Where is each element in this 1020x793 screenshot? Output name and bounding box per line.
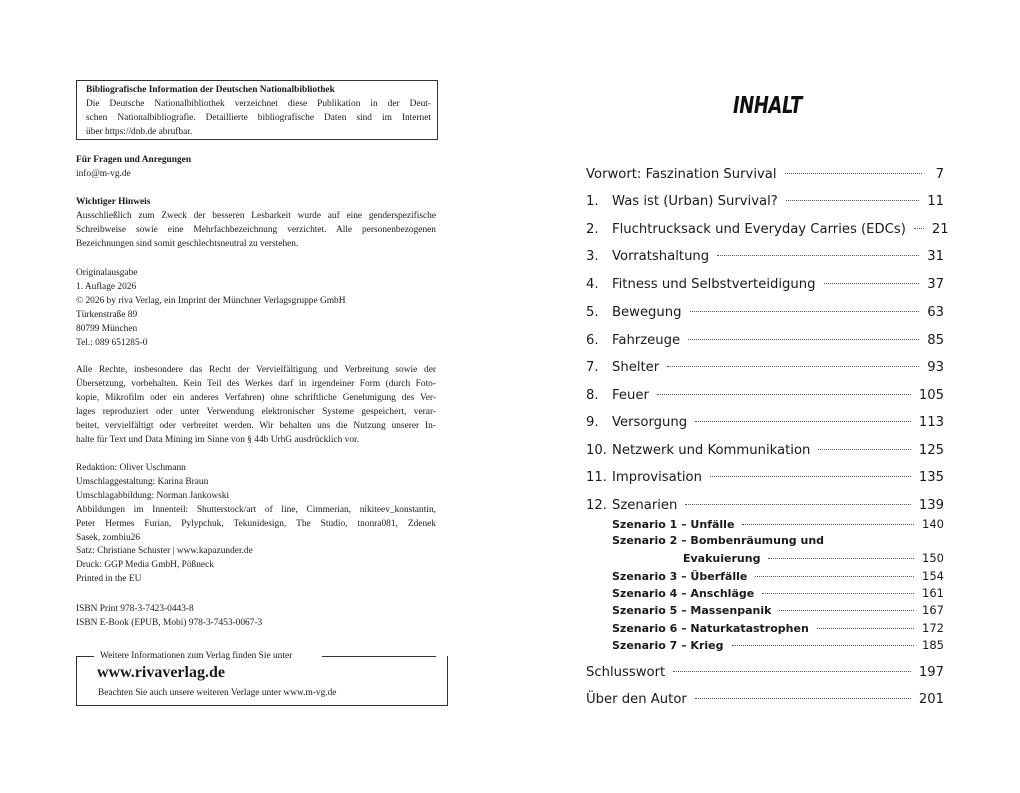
toc-entry-number: 1.	[586, 194, 599, 209]
credit-line: Printed in the EU	[76, 574, 142, 585]
toc-entry-page: 135	[918, 470, 944, 485]
toc-subentry[interactable]	[612, 585, 944, 601]
biblio-heading: Bibliografische Information der Deutschen Nationalbibliothek	[86, 85, 335, 95]
toc-subentry-label: Szenario 6 – Naturkatastrophen	[612, 622, 809, 635]
toc-subentry-label: Evakuierung	[683, 552, 761, 565]
toc-entry[interactable]	[586, 497, 944, 515]
publisher-caption: Weitere Informationen zum Verlag finden Sie unter	[100, 651, 293, 661]
toc-dot-leader	[695, 697, 911, 699]
toc-entry-label: Fluchtrucksack und Everyday Carries (EDCs)	[612, 222, 906, 237]
toc-dot-leader	[710, 475, 911, 477]
toc-entry-label: Improvisation	[612, 470, 702, 485]
toc-entry-number: 12.	[586, 498, 607, 513]
toc-dot-leader	[762, 592, 914, 594]
toc-entry-number: 7.	[586, 360, 599, 375]
toc-subentry-page: 185	[922, 638, 944, 652]
toc-dot-leader	[695, 420, 911, 422]
toc-title: INHALT	[733, 93, 802, 119]
edition-line: 1. Auflage 2026	[76, 281, 137, 292]
toc-entry[interactable]	[586, 304, 944, 322]
toc-entry-label: Netzwerk und Kommunikation	[612, 443, 811, 458]
toc-entry[interactable]	[586, 414, 944, 432]
toc-subentry-page: 161	[922, 586, 944, 600]
toc-entry-page: 85	[927, 333, 944, 348]
toc-entry[interactable]	[586, 691, 944, 709]
toc-entry-page: 197	[918, 665, 944, 680]
toc-subentry[interactable]	[612, 568, 944, 584]
contact-email: info@m-vg.de	[76, 168, 131, 179]
toc-entry[interactable]	[586, 221, 949, 239]
toc-entry-number: 2.	[586, 222, 599, 237]
toc-entry-page: 63	[927, 305, 944, 320]
toc-subentry-label: Szenario 1 – Unfälle	[612, 518, 735, 531]
toc-subentry[interactable]	[683, 550, 944, 566]
toc-dot-leader	[690, 310, 920, 312]
toc-subentry[interactable]	[612, 620, 944, 636]
toc-entry-label: Versorgung	[612, 415, 688, 430]
toc-entry-number: 9.	[586, 415, 599, 430]
address-street: Türkenstraße 89	[76, 309, 138, 320]
isbn-section	[76, 603, 436, 631]
credit-line: Umschlagabbildung: Norman Jankowski	[76, 490, 230, 501]
toc-entry-label: Fitness und Selbstverteidigung	[612, 277, 816, 292]
toc-subentry-page: 167	[922, 603, 944, 617]
toc-entry[interactable]	[586, 359, 944, 377]
toc-subentry-page: 150	[922, 551, 944, 565]
toc-entry-number: 4.	[586, 277, 599, 292]
credit-line: Redaktion: Oliver Uschmann	[76, 463, 186, 473]
toc-entry[interactable]	[586, 166, 944, 184]
biblio-line: schen Nationalbibliografie. Detaillierte bibliografische Daten sind im Internet	[86, 112, 431, 123]
rights-section	[76, 364, 436, 447]
toc-dot-leader	[667, 365, 919, 367]
toc-dot-leader	[768, 557, 914, 559]
toc-dot-leader	[824, 282, 920, 284]
toc-dot-leader	[786, 199, 919, 201]
toc-entry[interactable]	[586, 664, 944, 682]
toc-subentry-label: Szenario 3 – Überfälle	[612, 570, 748, 583]
toc-entry[interactable]	[586, 193, 944, 211]
credit-line: Umschlaggestaltung: Karina Braun	[76, 476, 209, 487]
address-city: 80799 München	[76, 323, 138, 334]
rights-line: halte für Text und Data Mining im Sinne von § 44b UrhG ausdrücklich vor.	[76, 434, 359, 445]
toc-entry[interactable]	[586, 387, 944, 405]
toc-subentry-page: 172	[922, 621, 944, 635]
rights-line: lages reproduziert oder unter Verwendung elektronischer Systeme gespeichert, verar-	[76, 406, 436, 417]
toc-entry-number: 11.	[586, 470, 607, 485]
toc-entry-label: Vorwort: Faszination Survival	[586, 167, 777, 182]
toc-entry-number: 5.	[586, 305, 599, 320]
toc-subentry-page: 154	[922, 569, 944, 583]
credits-section	[76, 462, 436, 587]
toc-entry[interactable]	[586, 469, 944, 487]
credit-line: Abbildungen im Innenteil: Shutterstock/art of line, Cimmerian, nikiteev_konstantin,	[76, 504, 436, 515]
notice-heading: Wichtiger Hinweis	[76, 197, 151, 207]
biblio-line: über https://dnb.de abrufbar.	[86, 126, 193, 137]
toc-subentry-page: 140	[922, 517, 944, 531]
toc-subentry[interactable]	[612, 516, 944, 532]
toc-entry[interactable]	[586, 442, 944, 460]
toc-entry-page: 11	[927, 194, 944, 209]
toc-entry[interactable]	[586, 248, 944, 266]
toc-dot-leader	[657, 393, 911, 395]
toc-dot-leader	[673, 670, 911, 672]
toc-entry-page: 37	[927, 277, 944, 292]
isbn-ebook: ISBN E-Book (EPUB, Mobi) 978-3-7453-0067-3	[76, 617, 263, 628]
toc-entry-page: 105	[918, 388, 944, 403]
toc-dot-leader	[779, 609, 914, 611]
contact-section	[76, 154, 436, 182]
notice-line: Ausschließlich zum Zweck der besseren Lesbarkeit wurde auf eine genderspezifische	[76, 210, 436, 221]
toc-dot-leader	[914, 227, 924, 229]
rights-line: Alle Rechte, insbesondere das Recht der Vervielfältigung und Verbreitung sowie der	[76, 365, 436, 375]
isbn-print: ISBN Print 978-3-7423-0443-8	[76, 604, 194, 614]
toc-entry-label: Vorratshaltung	[612, 249, 710, 264]
publisher-url[interactable]: www.rivaverlag.de	[97, 664, 225, 681]
toc-entry-page: 201	[918, 692, 944, 707]
toc-entry[interactable]	[586, 332, 944, 350]
toc-entry-page: 31	[927, 249, 944, 264]
credit-line: Peter Hermes Furian, Pylypchuk, Tekunidesign, The Studio, tnonra081, Zdenek	[76, 518, 436, 529]
toc-entry-label: Szenarien	[612, 498, 678, 513]
phone: Tel.: 089 651285-0	[76, 337, 148, 348]
toc-entry-label: Shelter	[612, 360, 660, 375]
publisher-note: Beachten Sie auch unsere weiteren Verlage unter www.m-vg.de	[98, 688, 337, 698]
toc-entry-label: Bewegung	[612, 305, 682, 320]
toc-entry-page: 93	[927, 360, 944, 375]
biblio-info-box	[76, 80, 438, 140]
rights-line: Übersetzung, vorbehalten. Kein Teil des Werkes darf in irgendeiner Form (durch Foto-	[76, 378, 436, 389]
toc-entry-label: Schlusswort	[586, 665, 666, 680]
toc-dot-leader	[818, 448, 910, 450]
edition-line: Originalausgabe	[76, 268, 138, 278]
toc-entry-number: 10.	[586, 443, 607, 458]
toc-entry-page: 139	[918, 498, 944, 513]
toc-entry-number: 8.	[586, 388, 599, 403]
toc-subentry[interactable]	[612, 602, 944, 618]
copyright-line: © 2026 by riva Verlag, ein Imprint der Münchner Verlagsgruppe GmbH	[76, 295, 346, 306]
toc-subentry-label: Szenario 5 – Massenpanik	[612, 604, 772, 617]
toc-subentry-label-line1: Szenario 2 – Bombenräumung und	[612, 534, 825, 547]
toc-entry-label: Was ist (Urban) Survival?	[612, 194, 778, 209]
notice-section	[76, 196, 436, 252]
rights-line: beitet, vervielfältigt oder verbreitet werden. Wir behalten uns die Nutzung unserer In-	[76, 420, 436, 431]
toc-entry-number: 6.	[586, 333, 599, 348]
credit-line: Druck: GGP Media GmbH, Pößneck	[76, 560, 214, 571]
credit-line: Satz: Christiane Schuster | www.kapazunder.de	[76, 546, 253, 557]
toc-dot-leader	[817, 627, 914, 629]
toc-dot-leader	[755, 575, 914, 577]
toc-dot-leader	[688, 338, 919, 340]
contact-heading: Für Fragen und Anregungen	[76, 155, 192, 165]
toc-dot-leader	[685, 503, 910, 505]
toc-dot-leader	[785, 172, 922, 174]
toc-dot-leader	[717, 254, 919, 256]
toc-entry-number: 3.	[586, 249, 599, 264]
toc-entry[interactable]	[586, 276, 944, 294]
notice-line: Bezeichnungen sind somit geschlechtsneutral zu verstehen.	[76, 238, 299, 249]
toc-entry-page: 7	[935, 167, 944, 182]
edition-section	[76, 267, 436, 350]
toc-dot-leader	[742, 523, 914, 525]
toc-dot-leader	[732, 644, 915, 646]
biblio-line: Die Deutsche Nationalbibliothek verzeichnet diese Publikation in der Deut-	[86, 98, 431, 109]
toc-subentry-label: Szenario 7 – Krieg	[612, 639, 724, 652]
toc-entry-label: Feuer	[612, 388, 649, 403]
rights-line: kopie, Mikrofilm oder ein anderes Verfahren) ohne schriftliche Genehmigung des Ver-	[76, 392, 436, 403]
toc-subentry-label: Szenario 4 – Anschläge	[612, 587, 755, 600]
toc-entry-label: Fahrzeuge	[612, 333, 681, 348]
toc-entry-page: 21	[931, 222, 949, 237]
toc-entry-label: Über den Autor	[586, 692, 687, 707]
credit-line: Sasek, zombiu26	[76, 532, 141, 543]
toc-entry-page: 113	[918, 415, 944, 430]
toc-subentry[interactable]	[612, 637, 944, 653]
toc-entry-page: 125	[918, 443, 944, 458]
notice-line: Schreibweise sowie eine Mehrfachbezeichnung verzichtet. Alle personenbezogenen	[76, 224, 436, 235]
